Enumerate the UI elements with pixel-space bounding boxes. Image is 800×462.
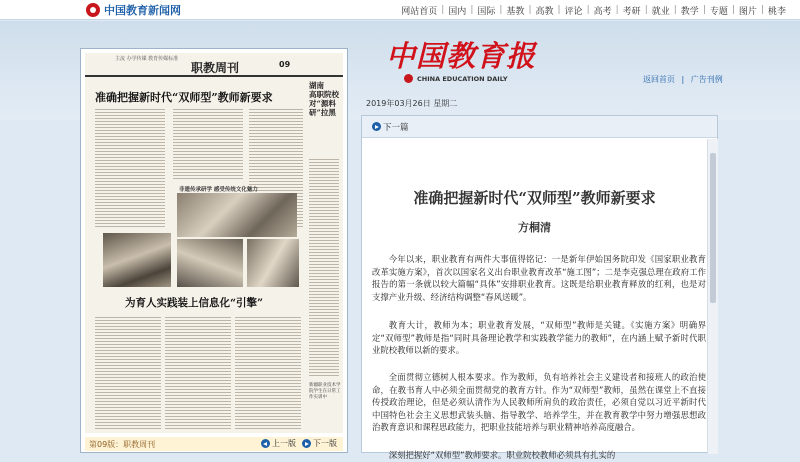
link-separator: |	[681, 75, 685, 84]
next-page-label: 下一版	[313, 439, 337, 448]
article-paragraph: 深刻把握好“双师型”教师要求。职业院校教师必须具有扎实的	[388, 450, 616, 460]
prev-page-label: 上一版	[272, 439, 296, 448]
paper-section-name: 职教周刊	[191, 61, 240, 75]
page-pager	[261, 438, 337, 449]
side-line: 高职院校	[309, 90, 339, 99]
nav-item-kaoyan[interactable]: 考研	[622, 6, 641, 17]
paper-photo-caption[interactable]: 非遗传承研学 感受传统文化魅力	[179, 187, 258, 193]
nav-item-international[interactable]: 国际	[477, 6, 496, 17]
paper-text-block[interactable]	[173, 107, 243, 181]
article-panel	[361, 115, 718, 460]
prev-page-button[interactable]	[261, 438, 296, 449]
paper-headline-secondary[interactable]: 为育人实践装上信息化“引擎”	[125, 297, 264, 309]
paper-text-block[interactable]	[95, 107, 165, 227]
newspaper-page-image[interactable]	[85, 53, 343, 433]
nav-item-pictures[interactable]: 图片	[738, 6, 757, 17]
issue-date: 2019年03月26日 星期二	[366, 99, 458, 108]
brand-title: 中国教育报	[386, 39, 537, 73]
nav-item-commentary[interactable]: 评论	[564, 6, 583, 17]
arrow-right-icon	[302, 439, 311, 448]
brand-emblem-icon	[404, 74, 413, 83]
article-paragraph: 今年以来，职业教育有两件大事值得铭记：一是新年伊始国务院印发《国家职业教育改革实施方案》，首次以国家名义出台职业教育改革“施工图”；二是李克强总理在政府工作报告的第一条就以较大篇幅“具体”安排职业教育。这既是给职业教育释放的红利，也是对支撑产业升级、经济结构调整“春风送暖”。	[372, 254, 706, 302]
scrollbar-thumb[interactable]	[710, 153, 716, 303]
nav-item-basic-education[interactable]: 基教	[506, 6, 525, 17]
next-page-button[interactable]	[302, 438, 337, 449]
paper-photo	[103, 233, 171, 287]
nav-item-domestic[interactable]: 国内	[448, 6, 467, 17]
paper-photo	[177, 193, 297, 237]
paper-text-block[interactable]	[95, 315, 161, 431]
article-author: 方桐清	[518, 221, 551, 234]
paper-side-column[interactable]	[309, 81, 341, 153]
banner-links	[641, 74, 725, 85]
arrow-left-icon	[261, 439, 270, 448]
paper-header	[85, 53, 343, 77]
article-title: 准确把握新时代“双师型”教师新要求	[413, 189, 656, 207]
paper-slogan: 主流 办学传媒 教育传媒标准	[115, 56, 179, 62]
nav-item-gaokao[interactable]: 高考	[593, 6, 612, 17]
article-paragraph: 全面贯彻立德树人根本要求。作为教师，负有培养社会主义建设者和接班人的政治使命，在教书育人中必须全面贯彻党的教育方针。作为“双师型”教师，虽然在课堂上不直接传授政治理论，但是必须认清作为人民教师所肩负的政治责任，必须自觉以习近平新时代中国特色社会主义思想武装头脑、指导教学、培养学生，并在教育教学中努力增强思想政治教育意识和课程思政能力，把职业技能培养与职业精神培养高度融合。	[372, 372, 706, 432]
next-article-label: 下一篇	[383, 122, 409, 133]
brand-masthead	[386, 34, 536, 75]
article-toolbar	[362, 116, 717, 138]
side-line: 湖南	[309, 81, 324, 90]
edition-label[interactable]: 第09版：职教周刊	[89, 439, 156, 449]
nav-item-taoli[interactable]: 桃李	[767, 6, 786, 17]
edition-footer	[85, 437, 343, 451]
site-logo-text: 中国教育新闻网	[104, 4, 181, 17]
nav-item-higher-education[interactable]: 高教	[535, 6, 554, 17]
paper-text-block[interactable]	[165, 315, 231, 431]
brand-subtitle	[404, 74, 508, 83]
paper-photo	[177, 239, 243, 287]
paper-photo	[247, 239, 299, 287]
arrow-right-icon	[372, 122, 381, 131]
top-bar	[0, 0, 800, 20]
paper-text-block[interactable]	[309, 157, 339, 377]
paper-side-note: 新疆职业技术学院学生在日常工作实训中	[309, 383, 341, 400]
ad-rates-link[interactable]: 广告刊例	[690, 75, 723, 84]
article-content	[362, 139, 707, 460]
top-nav: 网站首页 | 国内 | 国际 | 基教 | 高教 | 评论 | 高考 | 考研 | 就业 | 教学 | 专题 | 图片 | 桃李	[397, 2, 790, 18]
paper-text-block[interactable]	[235, 315, 301, 431]
logo-icon	[86, 3, 100, 17]
site-logo[interactable]	[86, 2, 181, 18]
nav-item-employment[interactable]: 就业	[651, 6, 670, 17]
article-paragraph: 教育大计，教师为本；职业教育发展，“双师型”教师是关键。《实施方案》明确界定“双师型”教师是指“同时具备理论教学和实践教学能力的教师”，在内涵上赋予新时代职业院校教师以新的要求。	[372, 320, 706, 355]
nav-item-teaching[interactable]: 教学	[680, 6, 699, 17]
paper-page-number: 09	[279, 60, 291, 69]
newspaper-page-panel	[80, 48, 348, 453]
article-scrollbar[interactable]	[707, 139, 718, 454]
home-link[interactable]: 返回首页	[643, 75, 675, 84]
nav-item-topics[interactable]: 专题	[709, 6, 728, 17]
nav-item-home[interactable]: 网站首页	[401, 6, 438, 17]
next-article-button[interactable]	[372, 121, 409, 133]
side-line: 对“源料研”拉黑	[309, 99, 336, 117]
brand-english-name: CHINA EDUCATION DAILY	[417, 74, 508, 83]
paper-headline[interactable]: 准确把握新时代“双师型”教师新要求	[95, 91, 273, 104]
